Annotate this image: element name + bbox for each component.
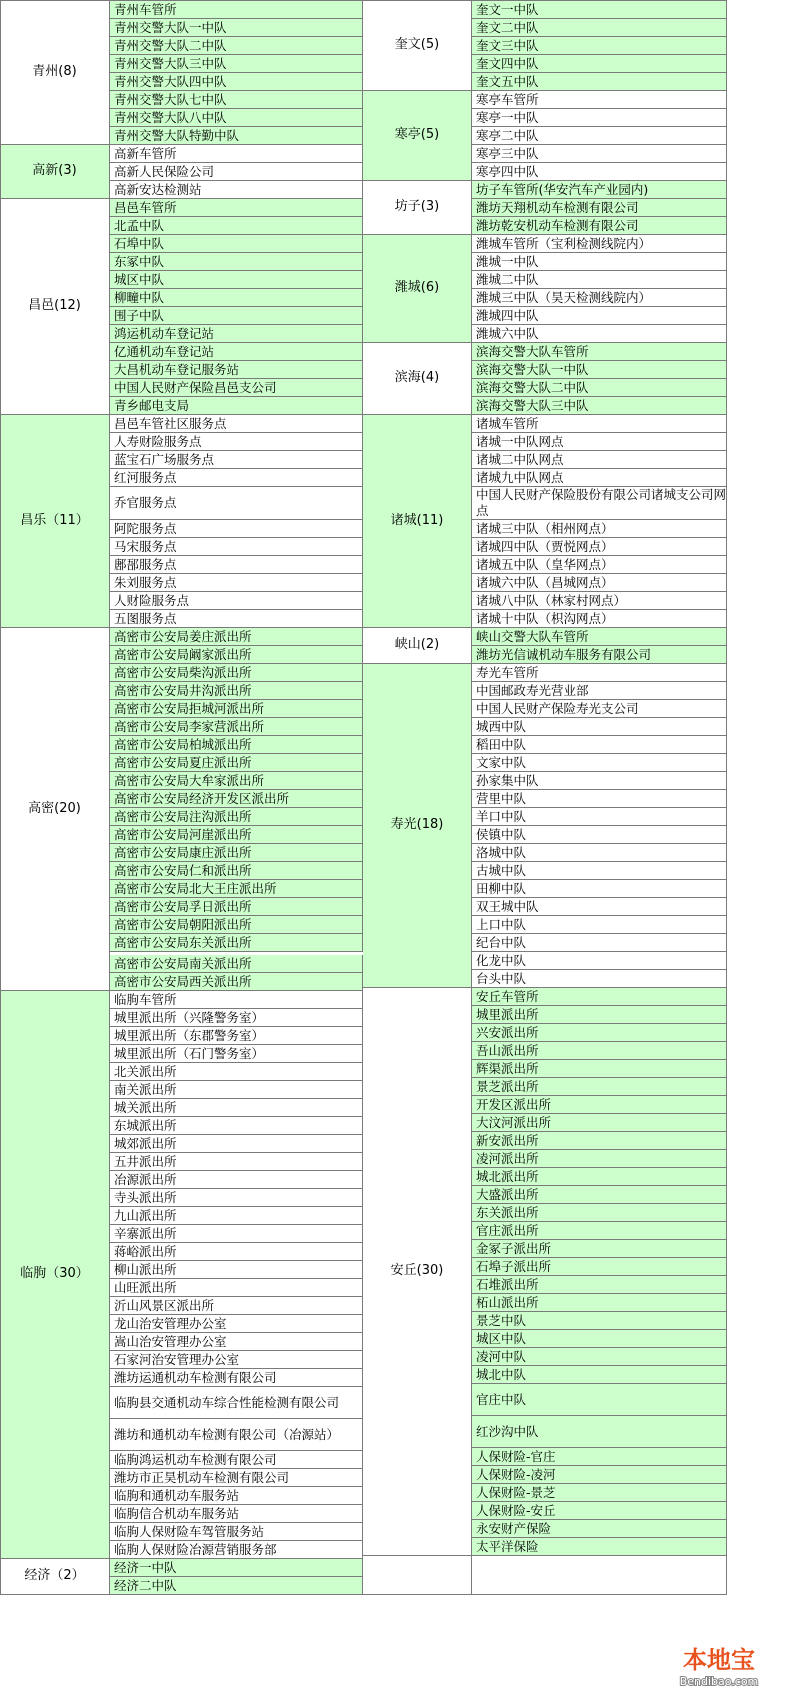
right-item: 坊子车管所(华安汽车产业园内) xyxy=(472,181,727,199)
right-item: 古城中队 xyxy=(472,862,727,880)
right-item: 上口中队 xyxy=(472,916,727,934)
left-item: 青州交警大队七中队 xyxy=(110,91,363,109)
left-item: 鄌郚服务点 xyxy=(110,556,363,574)
right-district-label: 寒亭(5) xyxy=(363,91,472,181)
left-item: 临朐鸿运机动车检测有限公司 xyxy=(110,1451,363,1469)
right-item: 人保财险-官庄 xyxy=(472,1448,727,1466)
right-item: 诸城二中队网点 xyxy=(472,451,727,469)
left-district-label: 高新(3) xyxy=(0,145,110,199)
right-item: 人保财险-景芝 xyxy=(472,1484,727,1502)
right-item: 人保财险-安丘 xyxy=(472,1502,727,1520)
right-district-label: 滨海(4) xyxy=(363,343,472,415)
right-item: 峡山交警大队车管所 xyxy=(472,628,727,646)
right-district-label: 潍城(6) xyxy=(363,235,472,343)
left-item: 蓝宝石广场服务点 xyxy=(110,451,363,469)
left-item: 青州交警大队四中队 xyxy=(110,73,363,91)
left-item: 青州交警大队特勤中队 xyxy=(110,127,363,145)
right-item: 潍城一中队 xyxy=(472,253,727,271)
svg-text:Bendibao.com: Bendibao.com xyxy=(679,1675,759,1688)
left-item: 青州交警大队八中队 xyxy=(110,109,363,127)
right-item: 城西中队 xyxy=(472,718,727,736)
left-item: 高密市公安局夏庄派出所 xyxy=(110,754,363,772)
left-item: 红河服务点 xyxy=(110,469,363,487)
left-district-label: 临朐（30） xyxy=(0,991,110,1559)
right-item: 诸城一中队网点 xyxy=(472,433,727,451)
right-item: 奎文一中队 xyxy=(472,1,727,19)
left-item: 高密市公安局柴沟派出所 xyxy=(110,664,363,682)
left-item: 北孟中队 xyxy=(110,217,363,235)
left-item: 高密市公安局阚家派出所 xyxy=(110,646,363,664)
right-item: 台头中队 xyxy=(472,970,727,988)
left-item: 城里派出所（东郡警务室） xyxy=(110,1027,363,1045)
left-item: 南关派出所 xyxy=(110,1081,363,1099)
left-district-label: 高密(20) xyxy=(0,628,110,991)
left-item: 九山派出所 xyxy=(110,1207,363,1225)
left-item: 高密市公安局孚日派出所 xyxy=(110,898,363,916)
left-item: 高密市公安局河崖派出所 xyxy=(110,826,363,844)
right-district-label: 诸城(11) xyxy=(363,415,472,628)
right-item: 人保财险-凌河 xyxy=(472,1466,727,1484)
left-item: 沂山风景区派出所 xyxy=(110,1297,363,1315)
right-item: 中国人民财产保险股份有限公司诸城支公司网点 xyxy=(472,487,727,520)
left-item: 高密市公安局康庄派出所 xyxy=(110,844,363,862)
right-item: 侯镇中队 xyxy=(472,826,727,844)
right-item: 诸城十中队（枳沟网点） xyxy=(472,610,727,628)
left-item: 临朐车管所 xyxy=(110,991,363,1009)
right-district-label: 寿光(18) xyxy=(363,664,472,988)
left-district-label: 昌邑(12) xyxy=(0,199,110,415)
left-item: 五井派出所 xyxy=(110,1153,363,1171)
left-item: 高密市公安局仁和派出所 xyxy=(110,862,363,880)
left-item: 五图服务点 xyxy=(110,610,363,628)
right-item: 城里派出所 xyxy=(472,1006,727,1024)
right-item: 诸城车管所 xyxy=(472,415,727,433)
right-item: 中国人民财产保险寿光支公司 xyxy=(472,700,727,718)
right-item: 景芝派出所 xyxy=(472,1078,727,1096)
left-item: 山旺派出所 xyxy=(110,1279,363,1297)
left-item: 高新人民保险公司 xyxy=(110,163,363,181)
left-item: 高新安达检测站 xyxy=(110,181,363,199)
right-item: 城北派出所 xyxy=(472,1168,727,1186)
right-item: 滨海交警大队二中队 xyxy=(472,379,727,397)
left-item: 高新车管所 xyxy=(110,145,363,163)
right-district-label: 峡山(2) xyxy=(363,628,472,664)
left-item: 人财险服务点 xyxy=(110,592,363,610)
right-item: 金冢子派出所 xyxy=(472,1240,727,1258)
left-item: 石家河治安管理办公室 xyxy=(110,1351,363,1369)
right-item: 潍坊天翔机动车检测有限公司 xyxy=(472,199,727,217)
left-district-label: 经济（2） xyxy=(0,1559,110,1595)
left-item: 中国人民财产保险昌邑支公司 xyxy=(110,379,363,397)
right-item: 寒亭车管所 xyxy=(472,91,727,109)
left-item: 嵩山治安管理办公室 xyxy=(110,1333,363,1351)
right-item: 石堆派出所 xyxy=(472,1276,727,1294)
right-item: 田柳中队 xyxy=(472,880,727,898)
svg-text:本地宝: 本地宝 xyxy=(683,1646,755,1674)
left-item: 高密市公安局南关派出所 xyxy=(110,955,363,973)
left-item: 石埠中队 xyxy=(110,235,363,253)
left-item: 城里派出所（兴隆警务室） xyxy=(110,1009,363,1027)
left-item: 高密市公安局柏城派出所 xyxy=(110,736,363,754)
left-item: 高密市公安局李家营派出所 xyxy=(110,718,363,736)
right-item: 开发区派出所 xyxy=(472,1096,727,1114)
right-item: 诸城三中队（相州网点） xyxy=(472,520,727,538)
left-item: 临朐信合机动车服务站 xyxy=(110,1505,363,1523)
right-item: 太平洋保险 xyxy=(472,1538,727,1556)
right-item: 寒亭四中队 xyxy=(472,163,727,181)
left-item: 潍坊市正昊机动车检测有限公司 xyxy=(110,1469,363,1487)
left-item: 北关派出所 xyxy=(110,1063,363,1081)
right-item: 奎文二中队 xyxy=(472,19,727,37)
right-item: 寿光车管所 xyxy=(472,664,727,682)
right-district-label: 坊子(3) xyxy=(363,181,472,235)
right-item: 中国邮政寿光营业部 xyxy=(472,682,727,700)
left-item: 城郊派出所 xyxy=(110,1135,363,1153)
left-item: 寺头派出所 xyxy=(110,1189,363,1207)
left-item: 高密市公安局东关派出所 xyxy=(110,934,363,952)
left-item: 亿通机动车登记站 xyxy=(110,343,363,361)
right-item: 寒亭三中队 xyxy=(472,145,727,163)
bendibao-logo-icon xyxy=(659,1638,779,1690)
left-item: 青州交警大队一中队 xyxy=(110,19,363,37)
left-item: 柳疃中队 xyxy=(110,289,363,307)
left-item: 高密市公安局注沟派出所 xyxy=(110,808,363,826)
right-item: 红沙沟中队 xyxy=(472,1416,727,1448)
right-item: 东关派出所 xyxy=(472,1204,727,1222)
right-item: 潍坊乾安机动车检测有限公司 xyxy=(472,217,727,235)
left-item: 辛寨派出所 xyxy=(110,1225,363,1243)
left-item: 临朐和通机动车服务站 xyxy=(110,1487,363,1505)
left-item: 经济二中队 xyxy=(110,1577,363,1595)
left-item: 朱刘服务点 xyxy=(110,574,363,592)
right-item: 兴安派出所 xyxy=(472,1024,727,1042)
left-item: 城区中队 xyxy=(110,271,363,289)
right-item: 凌河中队 xyxy=(472,1348,727,1366)
left-item: 临朐县交通机动车综合性能检测有限公司 xyxy=(110,1387,363,1419)
left-item: 冶源派出所 xyxy=(110,1171,363,1189)
left-item: 高密市公安局井沟派出所 xyxy=(110,682,363,700)
left-item: 昌邑车管社区服务点 xyxy=(110,415,363,433)
right-item: 奎文三中队 xyxy=(472,37,727,55)
right-item: 化龙中队 xyxy=(472,952,727,970)
left-item: 高密市公安局北大王庄派出所 xyxy=(110,880,363,898)
right-item: 永安财产保险 xyxy=(472,1520,727,1538)
right-item: 潍城三中队（昊天检测线院内） xyxy=(472,289,727,307)
right-item: 辉渠派出所 xyxy=(472,1060,727,1078)
left-item: 高密市公安局经济开发区派出所 xyxy=(110,790,363,808)
left-item: 东城派出所 xyxy=(110,1117,363,1135)
left-item: 临朐人保财险车驾管服务站 xyxy=(110,1523,363,1541)
left-item: 临朐人保财险冶源营销服务部 xyxy=(110,1541,363,1559)
right-item: 潍城二中队 xyxy=(472,271,727,289)
left-item: 青州交警大队二中队 xyxy=(110,37,363,55)
right-item: 诸城六中队（昌城网点） xyxy=(472,574,727,592)
right-item: 营里中队 xyxy=(472,790,727,808)
left-item: 经济一中队 xyxy=(110,1559,363,1577)
left-item: 龙山治安管理办公室 xyxy=(110,1315,363,1333)
right-item: 潍坊光信诚机动车服务有限公司 xyxy=(472,646,727,664)
left-item: 高密市公安局朝阳派出所 xyxy=(110,916,363,934)
right-item: 大汶河派出所 xyxy=(472,1114,727,1132)
left-item: 围子中队 xyxy=(110,307,363,325)
right-district-label: 安丘(30) xyxy=(363,988,472,1556)
left-item: 高密市公安局大牟家派出所 xyxy=(110,772,363,790)
left-item: 阿陀服务点 xyxy=(110,520,363,538)
right-item: 诸城八中队（林家村网点） xyxy=(472,592,727,610)
right-item: 官庄派出所 xyxy=(472,1222,727,1240)
right-item: 凌河派出所 xyxy=(472,1150,727,1168)
right-district-label: 奎文(5) xyxy=(363,1,472,91)
right-item: 潍城六中队 xyxy=(472,325,727,343)
right-item: 潍城四中队 xyxy=(472,307,727,325)
right-item: 官庄中队 xyxy=(472,1384,727,1416)
left-item: 东冢中队 xyxy=(110,253,363,271)
right-item: 洛城中队 xyxy=(472,844,727,862)
right-item: 石埠子派出所 xyxy=(472,1258,727,1276)
right-item: 城区中队 xyxy=(472,1330,727,1348)
watermark xyxy=(659,1638,779,1690)
left-item: 蒋峪派出所 xyxy=(110,1243,363,1261)
left-district-label: 昌乐（11） xyxy=(0,415,110,628)
right-item: 诸城四中队（贾悦网点） xyxy=(472,538,727,556)
left-item: 青州交警大队三中队 xyxy=(110,55,363,73)
left-item: 人寿财险服务点 xyxy=(110,433,363,451)
right-item: 滨海交警大队一中队 xyxy=(472,361,727,379)
left-item: 马宋服务点 xyxy=(110,538,363,556)
right-item: 文家中队 xyxy=(472,754,727,772)
left-item: 高密市公安局姜庄派出所 xyxy=(110,628,363,646)
right-item: 寒亭一中队 xyxy=(472,109,727,127)
right-item: 奎文四中队 xyxy=(472,55,727,73)
right-item: 稻田中队 xyxy=(472,736,727,754)
left-item: 柳山派出所 xyxy=(110,1261,363,1279)
right-item: 柘山派出所 xyxy=(472,1294,727,1312)
left-item: 高密市公安局拒城河派出所 xyxy=(110,700,363,718)
right-item: 寒亭二中队 xyxy=(472,127,727,145)
left-item: 青州车管所 xyxy=(110,1,363,19)
left-item: 潍坊和通机动车检测有限公司（冶源站） xyxy=(110,1419,363,1451)
right-item: 羊口中队 xyxy=(472,808,727,826)
right-item: 吾山派出所 xyxy=(472,1042,727,1060)
right-item: 潍城车管所（宝利检测线院内） xyxy=(472,235,727,253)
left-item: 潍坊运通机动车检测有限公司 xyxy=(110,1369,363,1387)
right-item: 诸城九中队网点 xyxy=(472,469,727,487)
right-item: 滨海交警大队车管所 xyxy=(472,343,727,361)
right-item: 诸城五中队（皇华网点） xyxy=(472,556,727,574)
right-item: 滨海交警大队三中队 xyxy=(472,397,727,415)
left-item: 昌邑车管所 xyxy=(110,199,363,217)
left-item: 青乡邮电支局 xyxy=(110,397,363,415)
left-item: 大昌机动车登记服务站 xyxy=(110,361,363,379)
right-item: 双王城中队 xyxy=(472,898,727,916)
right-item: 景芝中队 xyxy=(472,1312,727,1330)
right-item: 孙家集中队 xyxy=(472,772,727,790)
left-district-label: 青州(8) xyxy=(0,1,110,145)
right-item: 奎文五中队 xyxy=(472,73,727,91)
left-item: 鸿运机动车登记站 xyxy=(110,325,363,343)
left-item: 城关派出所 xyxy=(110,1099,363,1117)
right-item: 新安派出所 xyxy=(472,1132,727,1150)
right-item: 安丘车管所 xyxy=(472,988,727,1006)
right-item: 大盛派出所 xyxy=(472,1186,727,1204)
left-item: 城里派出所（石门警务室） xyxy=(110,1045,363,1063)
left-item: 乔官服务点 xyxy=(110,487,363,520)
right-item: 城北中队 xyxy=(472,1366,727,1384)
right-item: 纪台中队 xyxy=(472,934,727,952)
left-item: 高密市公安局西关派出所 xyxy=(110,973,363,991)
